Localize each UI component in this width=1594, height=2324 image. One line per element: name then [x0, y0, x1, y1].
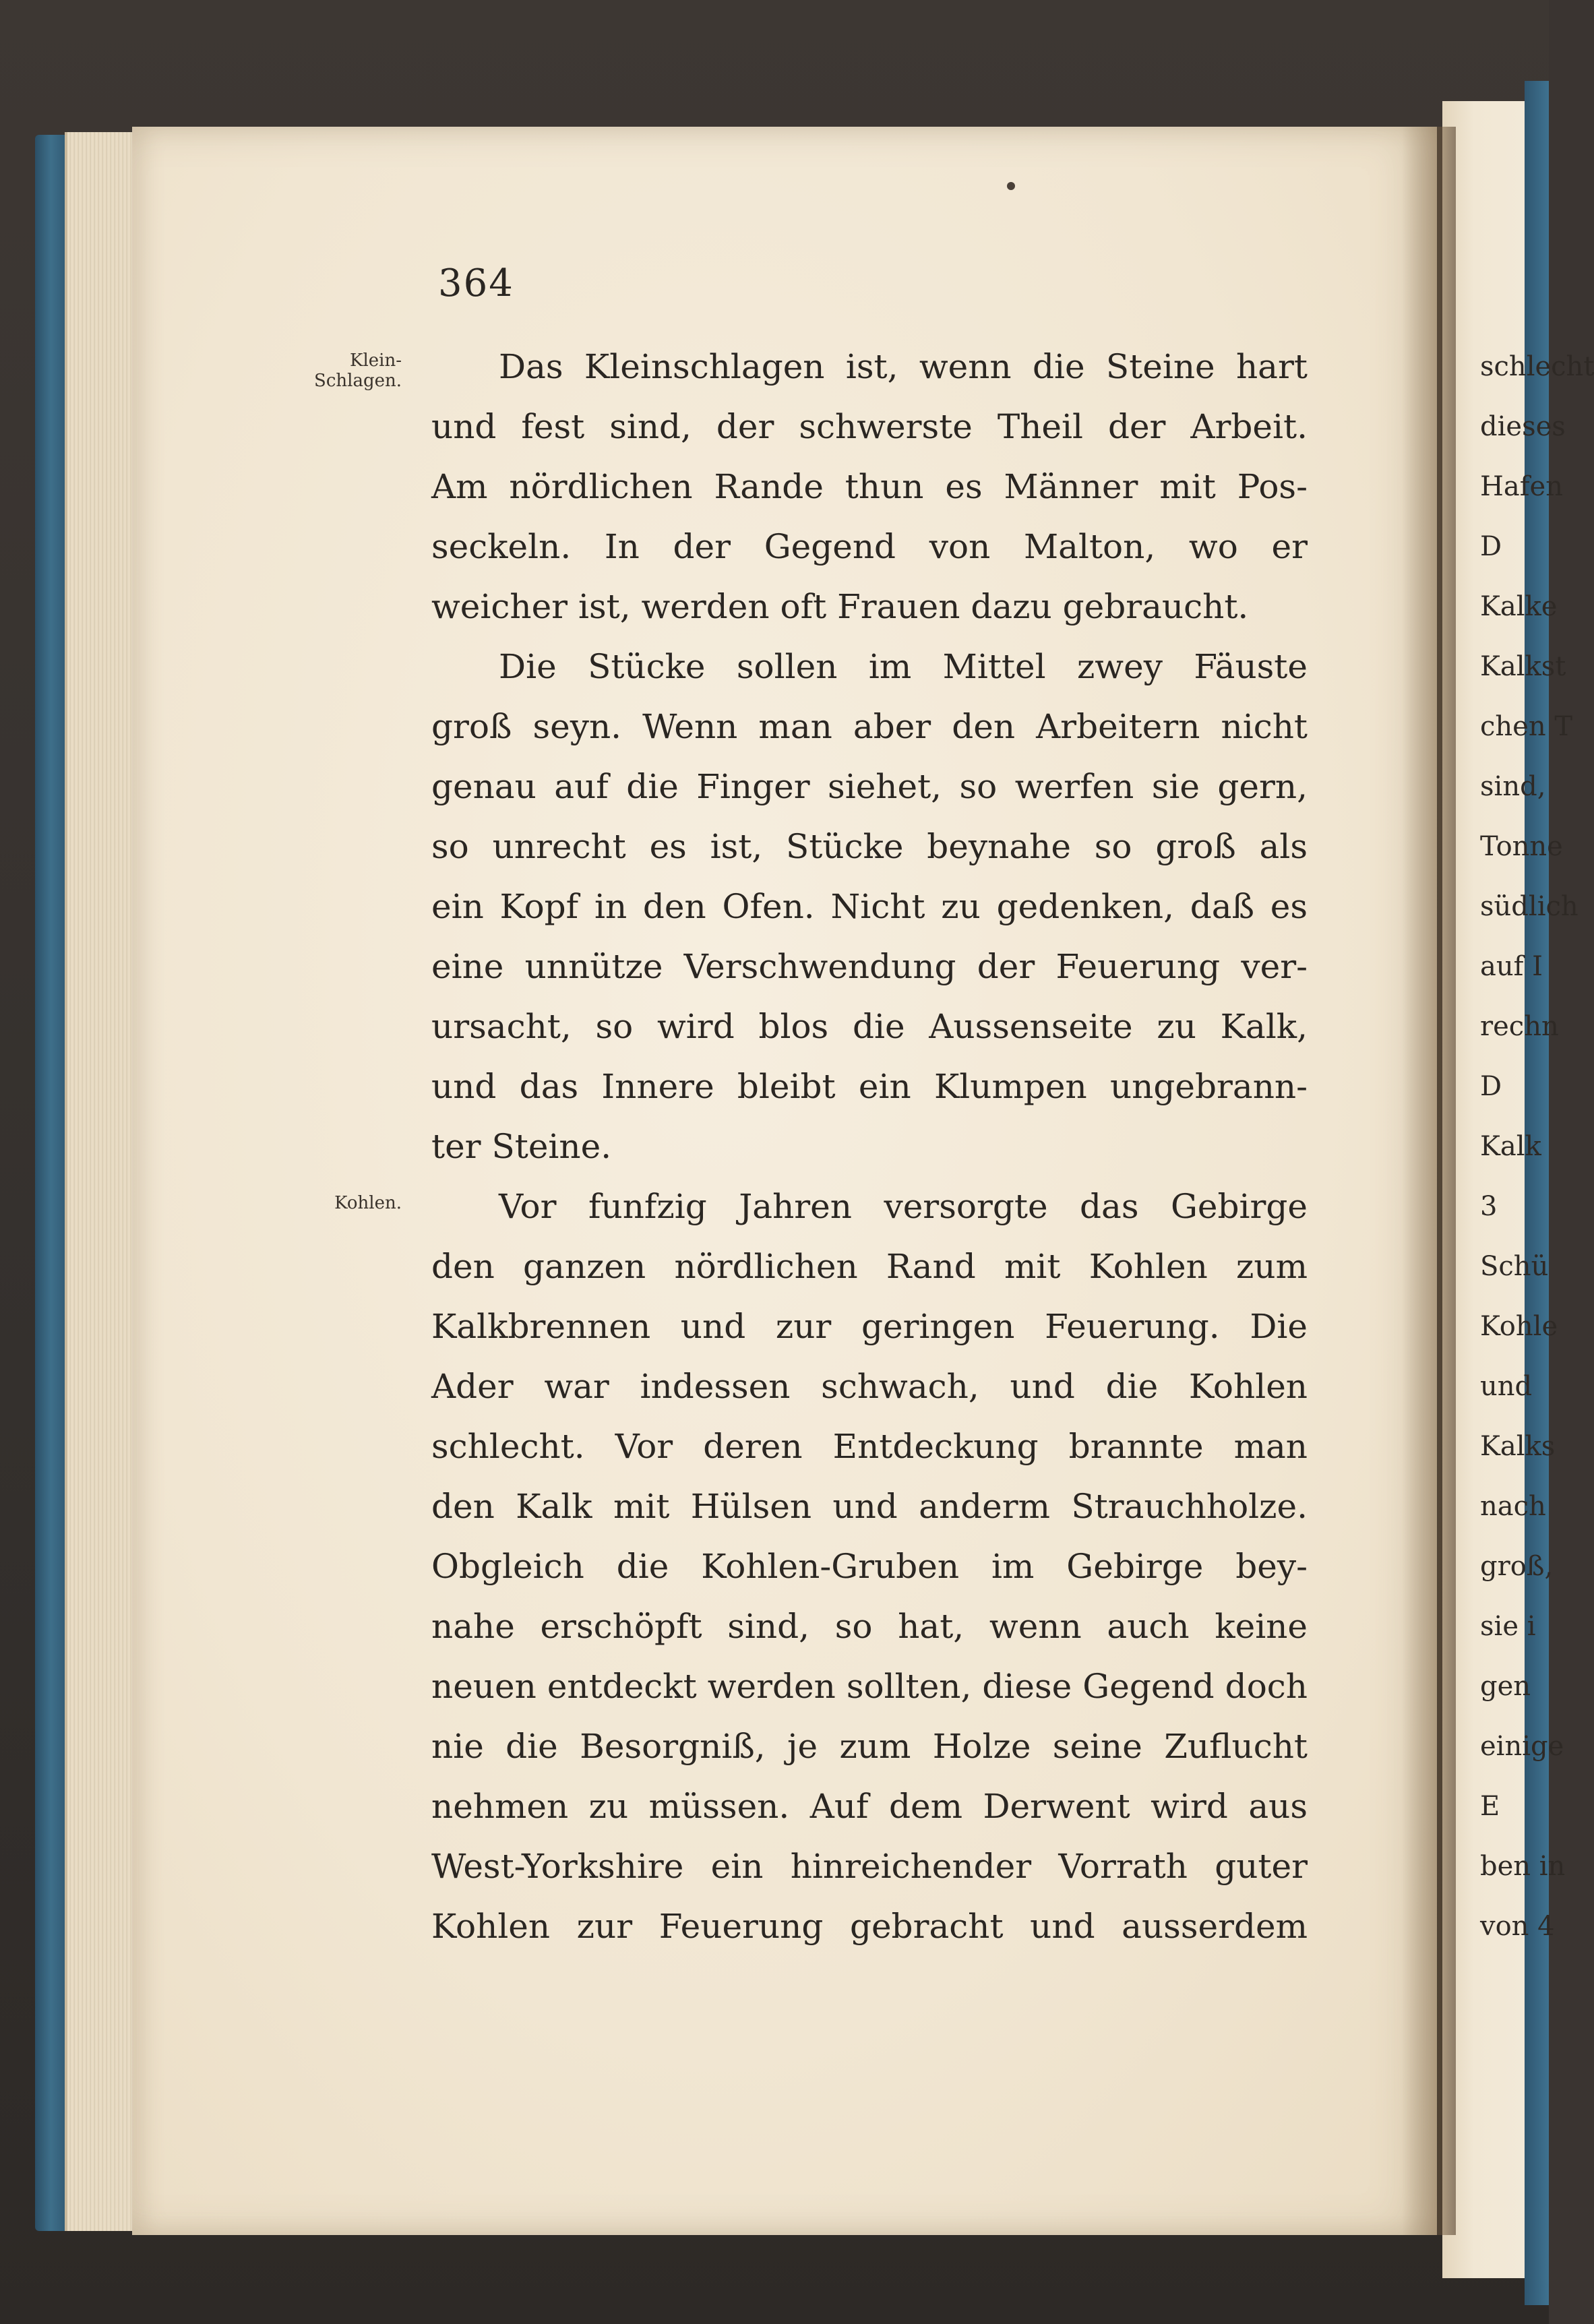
text-line: Das Kleinschlagen ist, wenn die Steine hart: [499, 347, 1308, 386]
text-line: ter Steine.: [431, 1127, 612, 1166]
right-page-fragment: nach: [1480, 1491, 1546, 1522]
text-line: nie die Besorgniß, je zum Holze seine Zuflucht: [431, 1727, 1308, 1766]
right-page-fragment: chen T: [1480, 711, 1572, 742]
ink-dot: [1007, 182, 1015, 190]
right-page-fragment: groß,: [1480, 1551, 1554, 1582]
marginal-note-text: Klein- Schlagen.: [314, 350, 402, 391]
text-line: Am nördlichen Rande thun es Männer mit Pos-: [431, 467, 1308, 506]
text-line: Die Stücke sollen im Mittel zwey Fäuste: [499, 647, 1308, 686]
right-page-fragment: gen: [1480, 1671, 1531, 1702]
right-page-fragment: einige: [1480, 1731, 1564, 1762]
right-page-fragment: auf I: [1480, 951, 1543, 982]
text-line: den Kalk mit Hülsen und anderm Strauchholze.: [431, 1487, 1308, 1526]
text-line: West-Yorkshire ein hinreichender Vorrath guter: [431, 1847, 1308, 1886]
text-line: Ader war indessen schwach, und die Kohlen: [431, 1367, 1308, 1406]
text-line: Kohlen zur Feuerung gebracht und ausserdem: [431, 1907, 1308, 1946]
right-page-fragment: schlecht: [1480, 351, 1594, 382]
right-page-fragment: Kalkst: [1480, 651, 1566, 682]
right-page-fragment: und: [1480, 1371, 1533, 1402]
right-page-fragment: Kalks: [1480, 1431, 1556, 1462]
right-page-text-fragments: [1480, 337, 1594, 1957]
text-line: den ganzen nördlichen Rand mit Kohlen zum: [431, 1247, 1308, 1286]
right-page-fragment: Kohle: [1480, 1311, 1558, 1342]
text-line: schlecht. Vor deren Entdeckung brannte man: [431, 1427, 1308, 1466]
marginal-note-klein-schlagen: [280, 350, 402, 391]
text-line: Kalkbrennen und zur geringen Feuerung. Die: [431, 1307, 1308, 1346]
text-line: und fest sind, der schwerste Theil der Arbeit.: [431, 407, 1308, 446]
text-line: und das Innere bleibt ein Klumpen ungebrann-: [431, 1067, 1308, 1106]
text-line: so unrecht es ist, Stücke beynahe so groß als: [431, 827, 1308, 866]
right-page-fragment: Hafen: [1480, 471, 1563, 502]
text-line: genau auf die Finger siehet, so werfen sie gern,: [431, 767, 1308, 806]
text-line: Obgleich die Kohlen-Gruben im Gebirge bey-: [431, 1547, 1308, 1586]
right-page-fragment: D: [1480, 1071, 1502, 1102]
text-line: nehmen zu müssen. Auf dem Derwent wird aus: [431, 1787, 1308, 1826]
page-number: 364: [438, 262, 514, 305]
right-page-fragment: Tonne: [1480, 831, 1563, 862]
text-line: ursacht, so wird blos die Aussenseite zu Kalk,: [431, 1007, 1308, 1046]
right-page-fragment: ben in: [1480, 1851, 1566, 1882]
right-page-fragment: Kalke: [1480, 591, 1558, 622]
text-line: Vor funfzig Jahren versorgte das Gebirge: [499, 1187, 1308, 1226]
gutter-shadow: [1402, 127, 1456, 2235]
right-page-fragment: von 4: [1480, 1911, 1555, 1942]
text-line: seckeln. In der Gegend von Malton, wo er: [431, 527, 1308, 566]
right-page-fragment: dieses: [1480, 411, 1566, 442]
body-text: [431, 337, 1308, 1957]
text-line: ein Kopf in den Ofen. Nicht zu gedenken, daß es: [431, 887, 1308, 926]
text-line: groß seyn. Wenn man aber den Arbeitern nicht: [431, 707, 1308, 746]
right-page-fragment: D: [1480, 531, 1502, 562]
text-line: eine unnütze Verschwendung der Feuerung ver-: [431, 947, 1308, 986]
right-page-fragment: 3: [1480, 1191, 1498, 1222]
right-page-fragment: Schü: [1480, 1251, 1549, 1282]
right-page-fragment: sie i: [1480, 1611, 1536, 1642]
marginal-note-text: Kohlen.: [334, 1193, 402, 1213]
text-line: weicher ist, werden oft Frauen dazu gebraucht.: [431, 587, 1249, 626]
right-page-fragment: rechn: [1480, 1011, 1559, 1042]
text-line: nahe erschöpft sind, so hat, wenn auch keine: [431, 1607, 1308, 1646]
right-page-fragment: E: [1480, 1791, 1500, 1822]
marginal-note-kohlen: [280, 1193, 402, 1213]
text-line: neuen entdeckt werden sollten, diese Gegend doch: [431, 1667, 1308, 1706]
right-page-fragment: sind,: [1480, 771, 1546, 802]
right-page-fragment: südlich: [1480, 891, 1578, 922]
right-page-fragment: Kalk: [1480, 1131, 1541, 1162]
page-edges: [65, 132, 142, 2231]
